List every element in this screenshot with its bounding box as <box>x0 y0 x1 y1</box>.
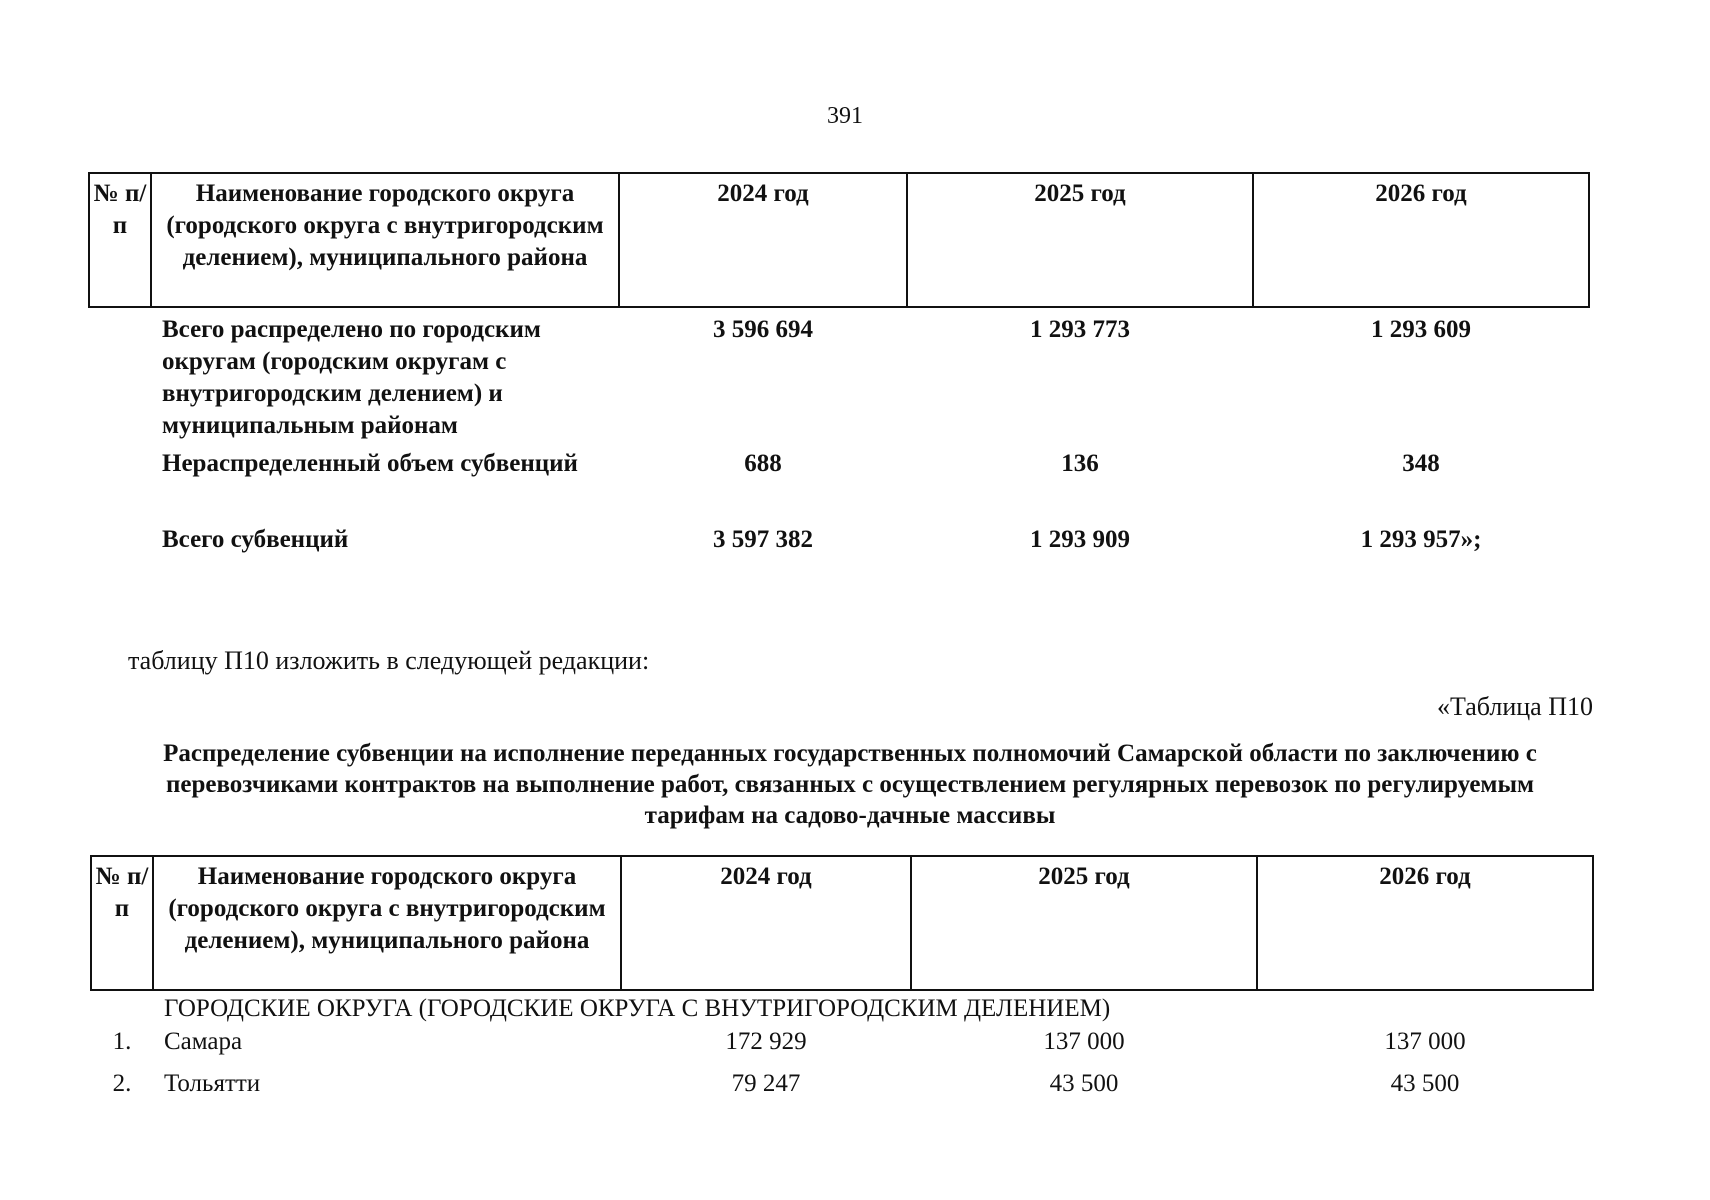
row-label: Нераспределенный объем субвенций <box>162 450 578 477</box>
subvention-distribution-table <box>90 855 1594 1110</box>
value-2024: 3 597 382 <box>713 526 813 553</box>
district-name: Тольятти <box>164 1070 261 1097</box>
row-label: Всего распределено по городским округам (городским округам с внутригородским делением) и муниципальным районам <box>162 316 541 439</box>
table-label: «Таблица П10 <box>1437 692 1593 721</box>
table-row <box>91 1026 1593 1068</box>
column-header-2024: 2024 год <box>621 856 911 990</box>
table-row <box>91 1068 1593 1110</box>
section-label: ГОРОДСКИЕ ОКРУГА (ГОРОДСКИЕ ОКРУГА С ВНУТРИГОРОДСКИМ ДЕЛЕНИЕМ) <box>164 995 1111 1022</box>
value-2025: 136 <box>1061 450 1099 477</box>
table-row <box>89 448 1589 524</box>
row-number: 2. <box>112 1070 132 1097</box>
subvention-totals-table <box>88 172 1590 564</box>
value-2026: 137 000 <box>1384 1028 1466 1055</box>
column-header-2025: 2025 год <box>911 856 1257 990</box>
value-2026: 43 500 <box>1390 1070 1460 1097</box>
value-2024: 688 <box>744 450 782 477</box>
table-title: Распределение субвенции на исполнение переданных государственных полномочий Самарской области по заключению с перевозчиками контрактов на выполнение работ, связанных с осуществлением регулярных перевозок по регулируемым тарифам на садово-дачные массивы <box>163 740 1537 829</box>
district-name: Самара <box>164 1028 243 1055</box>
page-number: 391 <box>827 103 863 129</box>
table-row <box>89 524 1589 564</box>
section-row <box>91 990 1593 1026</box>
table-row <box>89 307 1589 448</box>
column-header-2025: 2025 год <box>907 173 1253 307</box>
value-2025: 1 293 909 <box>1030 526 1130 553</box>
row-number: 1. <box>112 1028 132 1055</box>
value-2026: 1 293 957»; <box>1360 526 1482 553</box>
value-2024: 172 929 <box>725 1028 807 1055</box>
value-2025: 137 000 <box>1043 1028 1125 1055</box>
column-header-2026: 2026 год <box>1253 173 1589 307</box>
row-label: Всего субвенций <box>162 526 349 553</box>
column-header-2026: 2026 год <box>1257 856 1593 990</box>
column-header-name: Наименование городского округа (городского округа с внутригородским делением), муниципального района <box>153 856 621 990</box>
column-header-number: № п/п <box>89 173 151 307</box>
value-2025: 1 293 773 <box>1030 316 1130 343</box>
column-header-name: Наименование городского округа (городского округа с внутригородским делением), муниципального района <box>151 173 619 307</box>
column-header-number: № п/п <box>91 856 153 990</box>
column-header-2024: 2024 год <box>619 173 907 307</box>
value-2024: 79 247 <box>731 1070 801 1097</box>
value-2026: 348 <box>1402 450 1440 477</box>
value-2025: 43 500 <box>1049 1070 1119 1097</box>
value-2024: 3 596 694 <box>713 316 813 343</box>
instruction-text: таблицу П10 изложить в следующей редакции: <box>128 646 650 675</box>
value-2026: 1 293 609 <box>1371 316 1471 343</box>
